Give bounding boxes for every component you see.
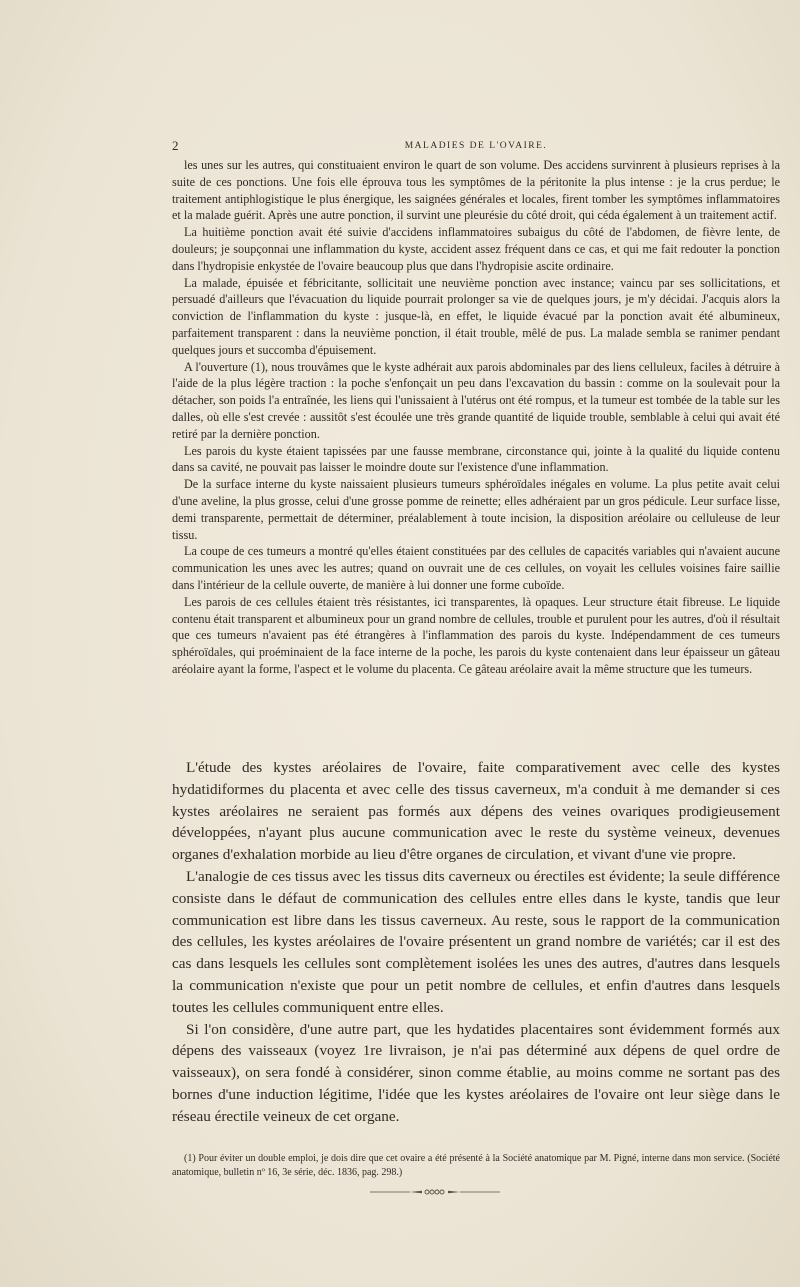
footnote: (1) Pour éviter un double emploi, je dois dire que cet ovaire a été présenté à la Société anatomique par M. Pigné, interne dans mon service. (Société anatomique, bulletin nº 16, 3e série, déc. 1836, pag. 298.) bbox=[172, 1153, 780, 1178]
page-header bbox=[172, 138, 780, 154]
paragraph: les unes sur les autres, qui constituaient environ le quart de son volume. Des accidens survinrent à plusieurs reprises à la suite de ces ponctions. Une fois elle éprouva tous les symptômes de la péritonite la plus intense : je la crus perdue; le traitement antiphlogistique le plus énergique, les saignées générales et locales, firent tomber les symptômes inflammatoires et la malade guérit. Après une autre ponction, il survint une pleurésie du côté droit, qui céda également à un traitement actif. bbox=[172, 158, 780, 223]
paragraph: La huitième ponction avait été suivie d'accidens inflammatoires subaigus du côté de l'abdomen, de fièvre lente, de douleurs; je soupçonnai une inflammation du kyste, accident assez fréquent dans ce cas, et qui me fait redouter la ponction dans l'hydropisie enkystée de l'ovaire beaucoup plus que dans l'hydropisie ascite ordinaire. bbox=[172, 225, 780, 273]
paragraph: De la surface interne du kyste naissaient plusieurs tumeurs sphéroïdales inégales en volume. La plus petite avait celui d'une aveline, la plus grosse, celui d'une grosse pomme de reinette; elles adhéraient par un gros pédicule. Leur surface lisse, demi transparente, permettait de déterminer, préalablement à toute incision, la disposition aréolaire ou celluleuse de leur tissu. bbox=[172, 477, 780, 542]
case-report-text bbox=[172, 157, 780, 678]
paragraph: Les parois du kyste étaient tapissées par une fausse membrane, circonstance qui, jointe à la qualité du liquide contenu dans sa cavité, ne pouvait pas laisser le moindre doute sur l'existence d'une inflammation. bbox=[172, 443, 780, 475]
closing-ornament bbox=[370, 1189, 500, 1195]
paragraph: L'étude des kystes aréolaires de l'ovaire, faite comparativement avec celle des kystes hydatidiformes du placenta et avec celle des tissus caverneux, m'a conduit à me demander si ces kystes aréolaires ne seraient pas formés aux dépens des veines ovariques prodigieusement développées, n'ayant plus aucune communication avec le reste du système veineux, devenues organes d'exhalation morbide au lieu d'être organes de circulation, et vivant d'une vie propre. bbox=[172, 759, 780, 864]
paragraph: La coupe de ces tumeurs a montré qu'elles étaient constituées par des cellules de capacités variables qui n'avaient aucune communication les unes avec les autres; quand on ouvrait une de ces cellules, on voyait les cellules voisines faire saillie dans l'intérieur de la cellule ouverte, de manière à lui donner une forme cuboïde. bbox=[172, 544, 780, 592]
paragraph: Si l'on considère, d'une autre part, que les hydatides placentaires sont évidemment formés aux dépens des vaisseaux (voyez 1re livraison, je n'ai pas déterminé aux dépens de quel ordre de vaisseaux), on sera fondé à considérer, sinon comme établie, au moins comme ne sortant pas des bornes d'une induction légitime, l'idée que les kystes aréolaires de l'ovaire ont leur siège dans le réseau érectile veineux de cet organe. bbox=[172, 1020, 780, 1125]
paragraph: L'analogie de ces tissus avec les tissus dits caverneux ou érectiles est évidente; la seule différence consiste dans le défaut de communication des cellules entre elles dans le kyste, tandis que leur communication est libre dans les tissus caverneux. Au reste, sous le rapport de la communication des cellules, les kystes aréolaires de l'ovaire présentent un grand nombre de variétés; car il est des cas dans lesquels les cellules sont complètement isolées les unes des autres, d'autres dans lesquels la communication n'existe que pour un petit nombre de cellules, et enfin d'autres dans lesquels toutes les cellules communiquent entre elles. bbox=[172, 867, 780, 1016]
paragraph: La malade, épuisée et fébricitante, sollicitait une neuvième ponction avec instance; vaincu par ses sollicitations, et persuadé d'ailleurs que l'évacuation du liquide pourrait prolonger sa vie de quelques jours, je m'y décidai. J'acquis alors la conviction de l'inflammation du kyste : jusque-là, en effet, le liquide évacué par la ponction avait été albumineux, parfaitement transparent : dans la neuvième ponction, il était trouble, mêlé de pus. La malade sembla se ranimer pendant quelques jours et succomba d'épuisement. bbox=[172, 275, 780, 357]
discussion-text bbox=[172, 757, 780, 1128]
paragraph: A l'ouverture (1), nous trouvâmes que le kyste adhérait aux parois abdominales par des liens celluleux, faciles à détruire à l'aide de la plus légère traction : la poche s'enfonçait un peu dans l'excavation du bassin : comme on la soulevait pour la détacher, son poids l'a entraînée, les liens qui l'unissaient à l'utérus ont été rompus, et la tumeur est tombée de la table sur les dalles, où elle s'est crevée : aussitôt s'est écoulée une très grande quantité de liquide trouble, semblable à celui qui avait été retiré par la dernière ponction. bbox=[172, 359, 780, 441]
page-number: 2 bbox=[172, 138, 179, 153]
paragraph: Les parois de ces cellules étaient très résistantes, ici transparentes, là opaques. Leur structure était fibreuse. Le liquide contenu était transparent et albumineux pour un grand nombre de cellules, trouble et purulent pour les autres, d'où il résultait que ces tumeurs n'avaient pas été étrangères à l'inflammation des parois du kyste. Indépendamment de ces tumeurs sphéroïdales, qui proéminaient de la face interne de la poche, les parois du kyste contenaient dans leur épaisseur un gâteau aréolaire ayant la forme, l'aspect et le volume du placenta. Ce gâteau aréolaire avait la même structure que les tumeurs. bbox=[172, 594, 780, 676]
running-title: MALADIES DE L'OVAIRE. bbox=[404, 141, 548, 151]
